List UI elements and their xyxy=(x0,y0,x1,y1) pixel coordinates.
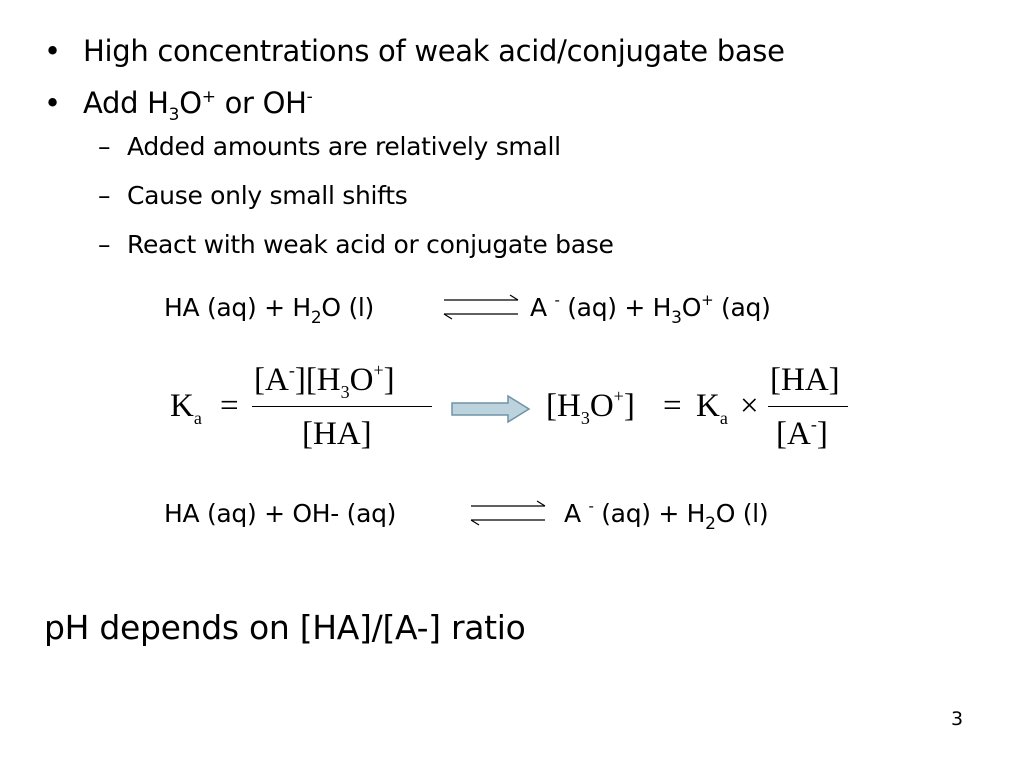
equals-sign: = xyxy=(220,388,239,424)
bullet-marker: • xyxy=(44,86,61,120)
ratio-numerator: [HA] xyxy=(770,362,840,398)
fraction-line-2 xyxy=(768,406,848,407)
sub-item-3: React with weak acid or conjugate base xyxy=(127,230,614,259)
right-arrow-icon xyxy=(450,394,532,424)
bullet-2 xyxy=(44,86,61,120)
ka-numerator: $[A^-][H_3O^+]$ xyxy=(254,360,395,402)
h3o-concentration: $[H_3O^+]$ xyxy=(546,386,635,428)
equation-2-right: A - $(aq) + H_2O$ (l) xyxy=(564,497,769,534)
ka-denominator: [HA] xyxy=(302,416,372,452)
sub-item-2: Cause only small shifts xyxy=(127,181,408,210)
ka-symbol: $K_a$ xyxy=(170,388,202,428)
fraction-line xyxy=(252,406,432,407)
bullet-2-text: Add $H_3O^+$ or OH- xyxy=(83,86,313,125)
equilibrium-arrow-icon xyxy=(440,290,522,324)
equation-1-left: HA $(aq) + H_2O$ (l) xyxy=(164,293,374,328)
equation-1-right: A - $(aq) + H_3O^+$ (aq) xyxy=(530,291,771,328)
bullet-1 xyxy=(44,34,61,68)
sub-item-1: Added amounts are relatively small xyxy=(127,132,561,161)
sub-item-1-dash: – xyxy=(98,132,111,161)
page-number: 3 xyxy=(951,708,964,730)
ratio-denominator: [A-] xyxy=(776,414,828,452)
ka-symbol-2: $K_a$ xyxy=(696,388,728,428)
sub-item-2-dash: – xyxy=(98,181,111,210)
equilibrium-arrow-icon xyxy=(467,496,549,530)
bullet-1-text: High concentrations of weak acid/conjugate base xyxy=(83,34,785,68)
sub-item-3-dash: – xyxy=(98,230,111,259)
bullet-marker: • xyxy=(44,34,61,68)
equals-sign-2: = xyxy=(663,388,682,424)
equation-2-left: HA (aq) + OH- (aq) xyxy=(164,499,397,528)
times-sign: × xyxy=(740,388,759,424)
conclusion-text: pH depends on [HA]/[A-] ratio xyxy=(44,608,526,647)
